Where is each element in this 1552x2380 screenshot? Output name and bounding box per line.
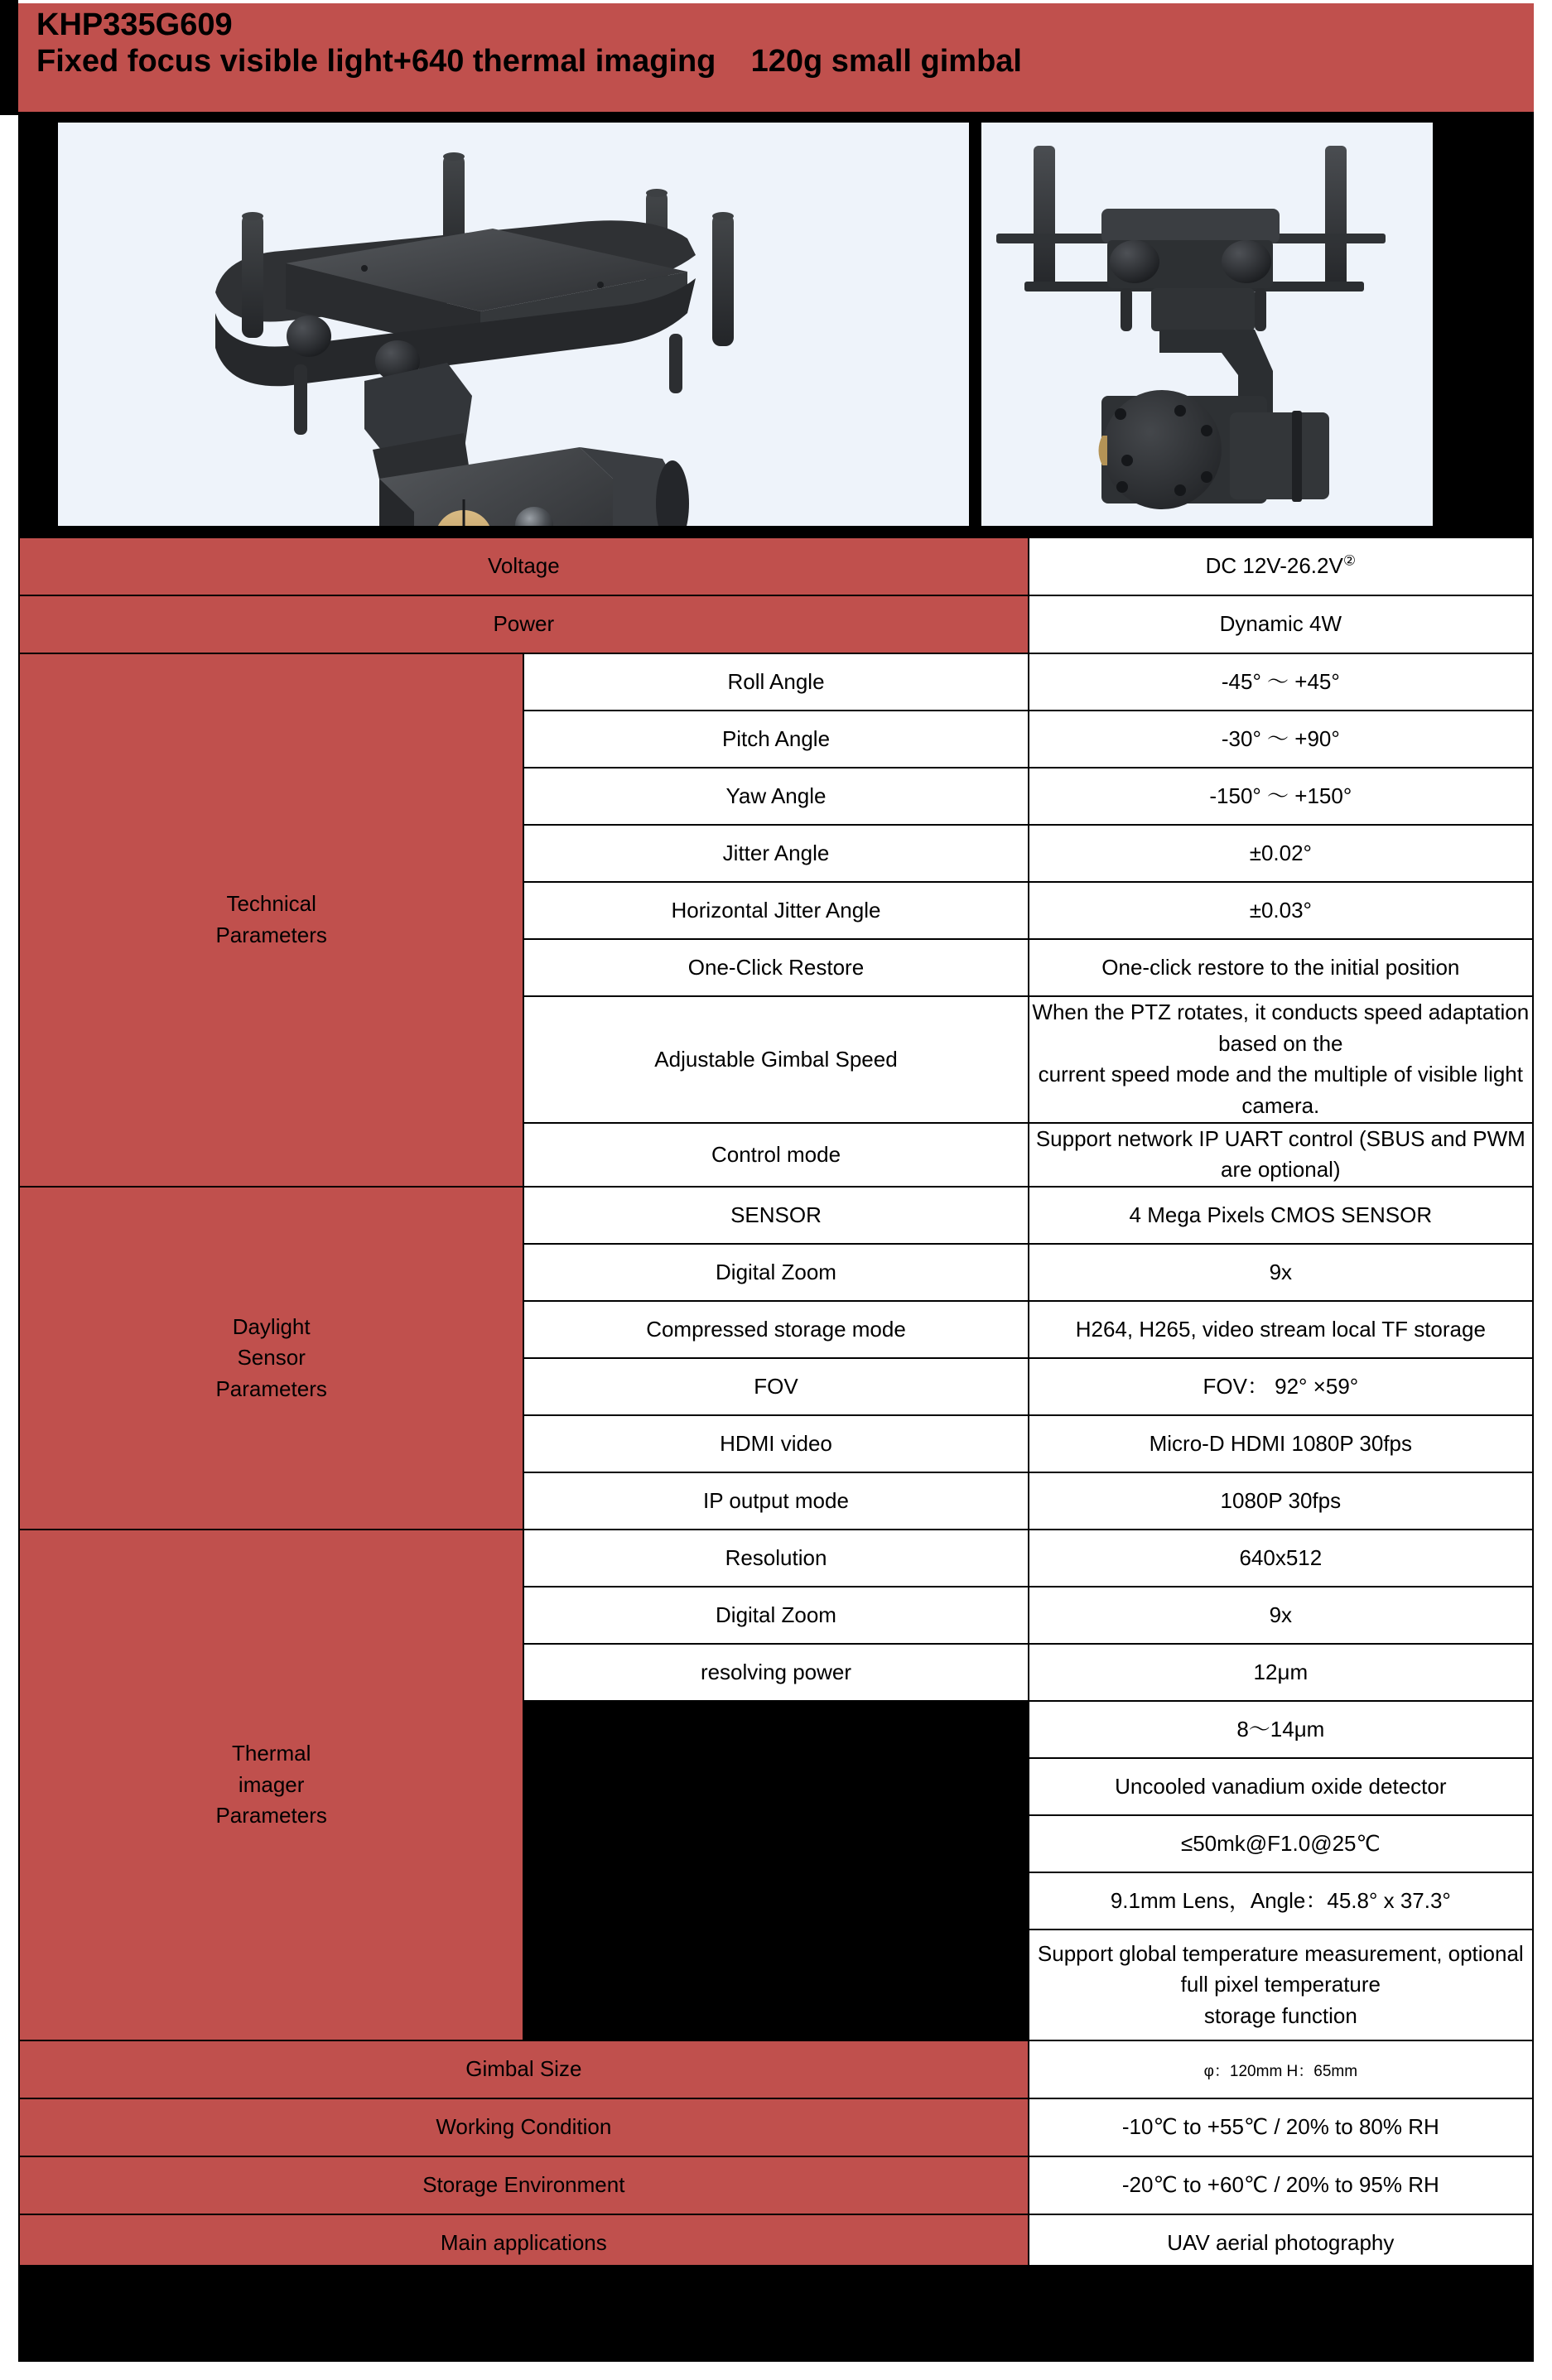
spec-value: H264, H265, video stream local TF storage bbox=[1029, 1301, 1533, 1358]
table-row bbox=[19, 537, 1533, 595]
spec-label: Jitter Angle bbox=[523, 825, 1028, 882]
category-line: imager bbox=[238, 1771, 305, 1797]
category-line: Parameters bbox=[215, 923, 327, 948]
product-header bbox=[18, 3, 1534, 112]
spec-label: Digital Zoom bbox=[523, 1244, 1028, 1301]
table-row bbox=[19, 595, 1533, 653]
spec-label: HDMI video bbox=[523, 1415, 1028, 1472]
spec-value: Micro-D HDMI 1080P 30fps bbox=[1029, 1415, 1533, 1472]
table-row bbox=[19, 2156, 1533, 2214]
spec-value: FOV： 92° ×59° bbox=[1029, 1358, 1533, 1415]
spec-label: Working Condition bbox=[19, 2098, 1029, 2156]
spec-label: One-Click Restore bbox=[523, 939, 1028, 996]
spec-label: Gimbal Size bbox=[19, 2040, 1029, 2098]
spec-value: 9.1mm Lens，Angle：45.8° x 37.3° bbox=[1029, 1872, 1533, 1930]
category-line: Parameters bbox=[215, 1803, 327, 1828]
spec-value-line: Support global temperature measurement, optional full pixel temperature bbox=[1037, 1940, 1524, 1997]
spec-value: UAV aerial photography bbox=[1029, 2214, 1533, 2272]
spec-label: Digital Zoom bbox=[523, 1587, 1028, 1644]
category-line: Technical bbox=[226, 891, 316, 917]
spec-value: -150° ～ +150° bbox=[1029, 768, 1533, 825]
specifications-table bbox=[18, 537, 1534, 2331]
header-left-black-edge bbox=[0, 0, 18, 115]
category-line: Parameters bbox=[215, 1375, 327, 1401]
spec-value: 8～14μm bbox=[1029, 1701, 1533, 1758]
gimbal-side-view-photo bbox=[981, 123, 1433, 526]
spec-label-redacted bbox=[523, 1758, 1028, 1815]
spec-value-line: When the PTZ rotates, it conducts speed adaptation based on the bbox=[1032, 1000, 1530, 1056]
footnote-marker-icon: ② bbox=[1342, 552, 1357, 569]
spec-value: 9x bbox=[1029, 1587, 1533, 1644]
spec-value: 9x bbox=[1029, 1244, 1533, 1301]
table-row bbox=[19, 1530, 1533, 1587]
category-line: Sensor bbox=[237, 1345, 306, 1371]
spec-label: Adjustable Gimbal Speed bbox=[523, 996, 1028, 1123]
spec-label: Pitch Angle bbox=[523, 711, 1028, 768]
spec-label: Roll Angle bbox=[523, 653, 1028, 711]
spec-value: φ：120mm H：65mm bbox=[1029, 2040, 1533, 2098]
spec-value bbox=[1029, 996, 1533, 1123]
spec-value: Dynamic 4W bbox=[1029, 595, 1533, 653]
table-row bbox=[19, 1187, 1533, 1244]
gallery-divider bbox=[975, 123, 976, 526]
spec-label-redacted bbox=[523, 1701, 1028, 1758]
spec-value: ±0.03° bbox=[1029, 882, 1533, 939]
spec-label: Power bbox=[19, 595, 1029, 653]
category-line: Thermal bbox=[231, 1741, 311, 1766]
product-image-gallery bbox=[18, 112, 1534, 537]
spec-value: -10℃ to +55℃ / 20% to 80% RH bbox=[1029, 2098, 1533, 2156]
product-description: Fixed focus visible light+640 thermal imaging 120g small gimbal bbox=[36, 44, 1022, 79]
spec-value bbox=[1029, 1930, 1533, 2040]
spec-value: One-click restore to the initial position bbox=[1029, 939, 1533, 996]
spec-label: Resolution bbox=[523, 1530, 1028, 1587]
spec-label: Yaw Angle bbox=[523, 768, 1028, 825]
spec-value: -20℃ to +60℃ / 20% to 95% RH bbox=[1029, 2156, 1533, 2214]
spec-value: ≤50mk@F1.0@25℃ bbox=[1029, 1815, 1533, 1872]
footer-black-bar bbox=[18, 2265, 1534, 2362]
category-daylight-sensor-parameters bbox=[19, 1187, 523, 1530]
spec-value: Uncooled vanadium oxide detector bbox=[1029, 1758, 1533, 1815]
spec-label-redacted bbox=[523, 1872, 1028, 1930]
spec-value: ±0.02° bbox=[1029, 825, 1533, 882]
category-technical-parameters bbox=[19, 653, 523, 1187]
spec-label: resolving power bbox=[523, 1644, 1028, 1701]
spec-value: -45° ～ +45° bbox=[1029, 653, 1533, 711]
spec-value-line: current speed mode and the multiple of visible light camera. bbox=[1038, 1062, 1523, 1119]
spec-value: 4 Mega Pixels CMOS SENSOR bbox=[1029, 1187, 1533, 1244]
table-row bbox=[19, 2098, 1533, 2156]
spec-label: Control mode bbox=[523, 1123, 1028, 1187]
spec-label: IP output mode bbox=[523, 1472, 1028, 1530]
spec-label: Main applications bbox=[19, 2214, 1029, 2272]
table-row bbox=[19, 653, 1533, 711]
spec-label: SENSOR bbox=[523, 1187, 1028, 1244]
spec-value: DC 12V-26.2V② bbox=[1029, 537, 1533, 595]
category-line: Daylight bbox=[232, 1313, 311, 1339]
table-row bbox=[19, 2214, 1533, 2272]
gimbal-isometric-view-photo bbox=[58, 123, 969, 526]
spec-label-redacted bbox=[523, 1815, 1028, 1872]
spec-label: FOV bbox=[523, 1358, 1028, 1415]
spec-value: -30° ～ +90° bbox=[1029, 711, 1533, 768]
spec-label: Voltage bbox=[19, 537, 1029, 595]
spec-label-redacted bbox=[523, 1930, 1028, 2040]
spec-value-line: storage function bbox=[1203, 2002, 1357, 2028]
spec-value: 1080P 30fps bbox=[1029, 1472, 1533, 1530]
product-model-title: KHP335G609 bbox=[36, 7, 233, 42]
spec-label: Compressed storage mode bbox=[523, 1301, 1028, 1358]
spec-label: Horizontal Jitter Angle bbox=[523, 882, 1028, 939]
spec-label: Storage Environment bbox=[19, 2156, 1029, 2214]
spec-value: 12μm bbox=[1029, 1644, 1533, 1701]
table-row bbox=[19, 2040, 1533, 2098]
spec-value: Support network IP UART control (SBUS and PWM are optional) bbox=[1029, 1123, 1533, 1187]
category-thermal-imager-parameters bbox=[19, 1530, 523, 2040]
spec-value: 640x512 bbox=[1029, 1530, 1533, 1587]
